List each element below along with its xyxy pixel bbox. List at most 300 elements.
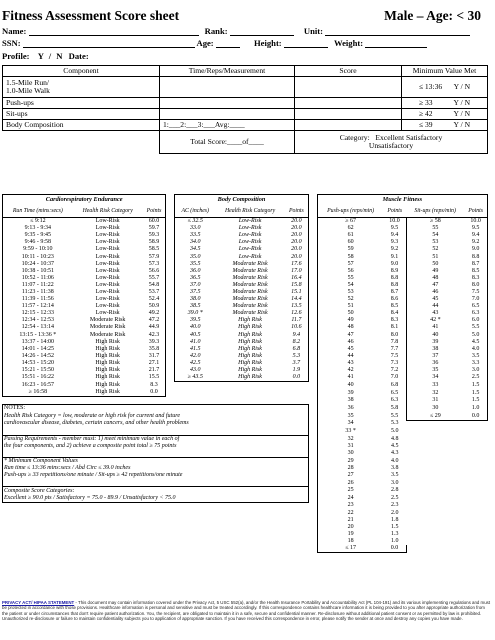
column-header-row — [3, 204, 488, 218]
run-time: 10:38 - 10:51 — [3, 268, 73, 275]
separator — [308, 204, 317, 218]
pushups-points: 7.5 — [390, 352, 399, 359]
situps-points: 3.3 — [464, 360, 487, 367]
summary-header: Component — [3, 66, 160, 77]
situps-reps: 30 — [406, 405, 464, 413]
situps-reps: 43 — [406, 310, 464, 317]
pushups-points: 3.5 — [391, 472, 399, 479]
run-points: 31.7 — [143, 353, 166, 360]
separator — [308, 420, 317, 428]
run-time: 10:52 - 11:06 — [3, 275, 73, 282]
pushups-reps: 36 — [317, 405, 383, 413]
separator — [308, 239, 317, 246]
spacer — [175, 397, 308, 405]
run-time: 16:23 - 16:57 — [3, 382, 73, 390]
table-row — [3, 282, 488, 289]
rank-field[interactable] — [230, 26, 294, 36]
notes-line: the four components, and 2) achieve a composite point total ≥ 75 points — [3, 443, 309, 450]
pushups-reps: 35 — [317, 413, 383, 421]
pushups-reps: 42 — [317, 367, 383, 374]
age-field[interactable] — [216, 38, 240, 48]
body-risk: High Risk — [238, 317, 262, 324]
pushups-reps: 55 — [317, 275, 383, 282]
pushups-reps: 53 — [317, 289, 383, 296]
body-risk: Moderate Risk — [232, 288, 268, 295]
pushups-reps: 20 — [317, 524, 383, 531]
run-time: 9:59 - 10:10 — [3, 246, 73, 253]
separator — [308, 465, 317, 472]
spacer — [406, 465, 487, 472]
body-risk: Low-Risk — [238, 232, 262, 239]
pushups-points: 9.2 — [390, 246, 399, 253]
body-points: 13.5 — [285, 303, 308, 310]
pushups-points: 4.0 — [391, 457, 399, 464]
run-time: 12:34 - 12:53 — [3, 317, 73, 324]
run-time: 12:54 - 13:14 — [3, 324, 73, 331]
situps-yn[interactable]: Y / N — [453, 108, 471, 118]
privacy-heading: PRIVACY ACT/ HIPAA STATEMENT — [2, 600, 75, 605]
summary-header-row — [3, 66, 488, 77]
body-risk: Moderate Risk — [232, 260, 268, 267]
run-points: 49.2 — [143, 310, 166, 317]
body-risk: High Risk — [238, 331, 262, 338]
profile-y[interactable]: Y — [37, 51, 44, 61]
situps-reps: ≤ 29 — [406, 413, 464, 421]
pushups-points: 1.0 — [391, 538, 399, 545]
ac-value: 41.5 — [175, 346, 215, 353]
pushups-points: 2.0 — [391, 509, 399, 516]
run-points: 59.7 — [143, 225, 166, 232]
pushups-min: ≥ 33 — [418, 97, 433, 107]
pushups-reps: 41 — [317, 374, 383, 382]
situps-points: 1.0 — [464, 405, 487, 413]
separator — [166, 531, 175, 538]
profile-n[interactable]: N — [56, 51, 63, 61]
pushups-points: 9.4 — [390, 232, 399, 239]
spacer — [175, 382, 308, 390]
situps-reps: 44 — [406, 303, 464, 310]
ac-value: 35.5 — [175, 261, 215, 268]
pushups-points: 7.2 — [390, 367, 399, 374]
run-points: 54.8 — [143, 282, 166, 289]
separator — [166, 346, 175, 353]
run-score-cell[interactable] — [295, 77, 402, 98]
situps-points: 1.5 — [464, 389, 487, 397]
category-cell — [295, 131, 488, 154]
table-row — [3, 225, 488, 232]
run-points: 58.5 — [143, 246, 166, 253]
run-points: 8.3 — [143, 382, 166, 390]
spacer — [406, 517, 487, 524]
table-row — [3, 253, 488, 260]
pushups-points: 6.5 — [390, 389, 399, 396]
separator — [166, 360, 175, 367]
separator — [166, 367, 175, 374]
run-risk: Low-Risk — [95, 232, 120, 239]
spacer — [175, 531, 308, 538]
situps-reps: 50 — [406, 261, 464, 268]
pushups-yn[interactable]: Y / N — [453, 97, 471, 107]
run-points: 27.1 — [143, 360, 166, 367]
run-risk: Moderate Risk — [89, 331, 126, 338]
pushups-points: 8.0 — [390, 331, 399, 338]
spacer — [3, 545, 166, 553]
spacer — [406, 443, 487, 450]
spacer — [406, 538, 487, 545]
situps-reps: 55 — [406, 225, 464, 232]
spacer — [406, 450, 487, 458]
section-body: Body Composition — [175, 195, 308, 205]
run-min-cell — [402, 77, 488, 98]
separator — [308, 332, 317, 339]
run-time: 11:57 - 12:14 — [3, 303, 73, 310]
pushups-reps: 52 — [317, 296, 383, 303]
separator — [308, 458, 317, 466]
run-time: 11:23 - 11:38 — [3, 289, 73, 296]
age-label: Age: — [196, 38, 214, 48]
body-points: 11.7 — [285, 317, 308, 324]
run-risk: Low-Risk — [95, 303, 120, 310]
table-row — [3, 239, 488, 246]
pushups-reps: ≥ 67 — [317, 218, 383, 226]
run-risk: Low-Risk — [95, 218, 120, 225]
column-header: Health Risk Category — [73, 204, 143, 218]
table-row — [3, 367, 488, 374]
ac-value: ≥ 43.5 — [175, 374, 215, 382]
category-values[interactable]: Excellent Satisfactory — [375, 132, 443, 142]
run-risk: High Risk — [95, 338, 120, 345]
situps-reps: 33 — [406, 382, 464, 390]
table-row — [3, 317, 488, 324]
pushups-points: 1.3 — [391, 531, 399, 538]
run-points: 44.9 — [143, 324, 166, 331]
situps-score-cell[interactable] — [295, 109, 402, 120]
pushups-points: 9.3 — [390, 239, 399, 246]
pushups-reps: 25 — [317, 487, 383, 495]
run-points: 15.5 — [143, 374, 166, 382]
separator — [166, 382, 175, 390]
separator — [308, 195, 317, 205]
column-header: AC (inches) — [175, 204, 215, 218]
summary-body-row — [3, 120, 488, 131]
privacy-text: - This document may contain information covered under the Privacy Act, 5 USC 552(a), and/or the Health Insurance Portability and Accountability Act (PL 104-191) and its various implementing regulations and must be protected in accordance with those provisions. Healthcare information is personal and sensitive and must be treated accordingly. If this correspondence contains healthcare information it is being provided to you after appropriate authorization from the patient or under circumstances that don't require patient authorization. You, the recipient, are obligated to maintain it in a safe, secure and confidential manner. Re-disclosure without additional patient consent or as permitted by law is prohibited. Unauthorized re-disclosure or failure to maintain confidentiality subjects you to application of appropriate sanction. If you have received this correspondence in error, please notify the sender at once and destroy any copies you have made. — [2, 600, 491, 622]
run-points: 0.0 — [143, 389, 166, 397]
notes-line: Push-ups ≥ 33 repetitions/one minute / Sit-ups ≥ 42 repetitions/one minute — [3, 472, 309, 479]
ac-value: 43.0 — [175, 367, 215, 374]
table-row — [3, 538, 488, 545]
ac-value: 33.0 — [175, 225, 215, 232]
situps-points: 2.5 — [464, 374, 487, 382]
pushups-measure-cell[interactable] — [160, 98, 295, 109]
category-label: Category: — [339, 132, 370, 142]
run-points: 39.3 — [143, 339, 166, 346]
situps-measure-cell[interactable] — [160, 109, 295, 120]
separator — [166, 317, 175, 324]
profile-label: Profile: — [2, 51, 30, 61]
table-row — [3, 510, 488, 517]
separator — [166, 502, 175, 510]
pushups-reps: 33 * — [317, 428, 383, 436]
body-points: 20.0 — [285, 218, 308, 226]
table-row — [3, 531, 488, 538]
situps-reps: 34 — [406, 374, 464, 382]
separator — [308, 282, 317, 289]
pushups-points: 3.8 — [391, 465, 399, 472]
ac-value: 38.5 — [175, 303, 215, 310]
run-time: 11:39 - 11:56 — [3, 296, 73, 303]
body-risk: High Risk — [238, 352, 262, 359]
body-risk: Moderate Risk — [232, 281, 268, 288]
table-row — [3, 332, 488, 339]
run-risk: Low-Risk — [95, 267, 120, 274]
body-points: 10.6 — [285, 324, 308, 331]
pushups-reps: 57 — [317, 261, 383, 268]
notes-line — [3, 479, 309, 487]
situps-points: 6.0 — [464, 317, 487, 324]
table-row — [3, 310, 488, 317]
situps-points: 9.2 — [464, 239, 487, 246]
table-row — [3, 428, 488, 436]
spacer — [175, 517, 308, 524]
body-points: 1.9 — [285, 367, 308, 374]
run-time: 14:26 - 14:52 — [3, 353, 73, 360]
situps-reps: 40 — [406, 332, 464, 339]
summary-header: Minimum Value Met — [402, 66, 488, 77]
run-time: 13:37 - 14:00 — [3, 339, 73, 346]
separator — [166, 517, 175, 524]
column-header: Points — [464, 204, 487, 218]
situps-points: 9.4 — [464, 232, 487, 239]
spacer — [406, 479, 487, 487]
height-field[interactable] — [284, 38, 328, 48]
separator — [308, 510, 317, 517]
column-header: Push-ups (reps/min) — [317, 204, 383, 218]
separator — [308, 389, 317, 397]
pushups-reps: 30 — [317, 450, 383, 458]
run-label-line1: 1.5-Mile Run/ — [6, 77, 50, 87]
table-row — [3, 524, 488, 531]
body-risk: High Risk — [238, 324, 262, 331]
separator — [166, 397, 175, 405]
situps-reps: 48 — [406, 275, 464, 282]
pushups-reps: 40 — [317, 382, 383, 390]
ac-value: 35.0 — [175, 253, 215, 260]
spacer — [3, 510, 166, 517]
situps-points: 0.0 — [464, 413, 487, 421]
separator — [308, 487, 317, 495]
separator — [166, 389, 175, 397]
separator — [308, 524, 317, 531]
run-risk: High Risk — [95, 352, 120, 359]
run-risk: Low-Risk — [95, 310, 120, 317]
pushups-reps: ≤ 17 — [317, 545, 383, 553]
separator — [308, 303, 317, 310]
pushups-reps: 29 — [317, 458, 383, 466]
body-risk: Low-Risk — [238, 218, 262, 225]
run-points: 42.3 — [143, 332, 166, 339]
profile-date-label: Date: — [68, 51, 89, 61]
ssn-field[interactable] — [23, 38, 195, 48]
table-row — [3, 495, 488, 503]
run-min: ≤ 13:36 — [418, 81, 443, 91]
run-points: 57.3 — [143, 261, 166, 268]
situps-points: 9.5 — [464, 225, 487, 232]
pushups-reps: 60 — [317, 239, 383, 246]
pushups-points: 3.0 — [391, 479, 399, 486]
situps-reps: 47 — [406, 282, 464, 289]
table-row — [3, 458, 488, 466]
pushups-points: 7.8 — [390, 338, 399, 345]
run-risk: Low-Risk — [95, 274, 120, 281]
separator — [166, 218, 175, 226]
run-points: 35.8 — [143, 346, 166, 353]
pushups-points: 7.0 — [390, 374, 399, 381]
situps-points: 10.0 — [464, 218, 487, 226]
separator — [308, 275, 317, 282]
ac-value: 36.5 — [175, 275, 215, 282]
spacer — [3, 517, 166, 524]
run-time: 10:24 - 10:37 — [3, 261, 73, 268]
situps-points: 3.0 — [464, 367, 487, 374]
situps-reps: 38 — [406, 346, 464, 353]
body-min: ≤ 39 — [418, 119, 433, 129]
separator — [308, 324, 317, 331]
ac-value: 40.0 — [175, 324, 215, 331]
body-risk: Low-Risk — [238, 253, 262, 260]
ac-value: 39.5 — [175, 317, 215, 324]
run-points: 53.7 — [143, 289, 166, 296]
run-time: 15:51 - 16:22 — [3, 374, 73, 382]
situps-points: 5.5 — [464, 324, 487, 331]
pushups-reps: 58 — [317, 253, 383, 260]
ac-value: 39.0 * — [175, 310, 215, 317]
pushups-reps: 50 — [317, 310, 383, 317]
spacer — [3, 502, 166, 510]
spacer — [175, 545, 308, 553]
body-risk: High Risk — [238, 359, 262, 366]
run-yn[interactable]: Y / N — [453, 81, 471, 91]
column-header: Points — [143, 204, 166, 218]
separator — [166, 296, 175, 303]
weight-field[interactable] — [365, 38, 427, 48]
run-points: 58.9 — [143, 239, 166, 246]
run-risk: Low-Risk — [95, 246, 120, 253]
pushups-points: 4.5 — [391, 442, 399, 449]
body-risk: High Risk — [215, 374, 285, 382]
body-min-cell — [402, 120, 488, 131]
category-unsat[interactable]: Unsatisfactory — [368, 141, 414, 150]
pushups-reps: 39 — [317, 389, 383, 397]
body-measure[interactable]: 1:___2:___3:___Avg:____ — [160, 120, 295, 131]
run-points: 56.6 — [143, 268, 166, 275]
situps-points: 7.5 — [464, 289, 487, 296]
run-points: 50.9 — [143, 303, 166, 310]
situps-reps: 32 — [406, 389, 464, 397]
summary-header: Time/Reps/Measurement — [160, 66, 295, 77]
spacer — [3, 397, 166, 405]
run-risk: High Risk — [95, 359, 120, 366]
pushups-reps: 22 — [317, 510, 383, 517]
situps-reps: 42 * — [406, 317, 464, 324]
page-subtitle: Male – Age: < 30 — [384, 8, 481, 23]
notes-line: Health Risk Category = low, moderate or high risk for current and future — [3, 413, 309, 421]
separator — [166, 246, 175, 253]
ssn-row — [2, 38, 427, 48]
situps-points: 4.5 — [464, 339, 487, 346]
section-muscle: Muscle Fitness — [317, 195, 487, 205]
separator — [308, 339, 317, 346]
separator — [308, 246, 317, 253]
body-risk: Low-Risk — [238, 246, 262, 253]
body-score-cell[interactable] — [295, 120, 402, 131]
run-risk: Low-Risk — [95, 260, 120, 267]
pushups-reps: 51 — [317, 303, 383, 310]
separator — [308, 317, 317, 324]
separator — [308, 443, 317, 450]
separator — [308, 253, 317, 260]
column-header: Points — [383, 204, 406, 218]
situps-reps: 49 — [406, 268, 464, 275]
situps-reps: 41 — [406, 324, 464, 331]
table-row — [3, 374, 488, 382]
run-time: ≥ 16:58 — [3, 389, 73, 397]
pushups-points: 0.0 — [383, 545, 406, 553]
situps-min-cell — [402, 109, 488, 120]
body-yn[interactable]: Y / N — [453, 119, 471, 129]
situps-points: 8.8 — [464, 253, 487, 260]
pushups-points: 2.5 — [391, 494, 399, 501]
separator — [166, 339, 175, 346]
pushups-min-cell — [402, 98, 488, 109]
summary-table — [2, 65, 488, 154]
body-risk: Low-Risk — [238, 239, 262, 246]
notes-line: Run time ≤ 13:36 mins:secs / Abd Circ ≤ 39.0 inches — [3, 465, 309, 472]
table-row — [3, 472, 488, 479]
spacer — [3, 538, 166, 545]
ac-value: 34.5 — [175, 246, 215, 253]
run-measure-cell[interactable] — [160, 77, 295, 98]
spacer — [175, 510, 308, 517]
ac-value: 40.5 — [175, 332, 215, 339]
separator — [166, 225, 175, 232]
run-risk: Low-Risk — [95, 253, 120, 260]
table-row — [3, 339, 488, 346]
body-points: 9.4 — [285, 332, 308, 339]
separator — [308, 367, 317, 374]
name-field[interactable] — [29, 26, 199, 36]
total-score[interactable]: Total Score:____of____ — [160, 131, 295, 154]
body-risk: Moderate Risk — [232, 303, 268, 310]
table-row — [3, 303, 488, 310]
spacer — [3, 524, 166, 531]
pushups-points: 8.4 — [390, 310, 399, 317]
situps-points: 6.3 — [464, 310, 487, 317]
pushups-points: 8.7 — [390, 288, 399, 295]
summary-header: Score — [295, 66, 402, 77]
body-points: 14.4 — [285, 296, 308, 303]
column-header: Sit-ups (reps/min) — [406, 204, 464, 218]
separator — [308, 479, 317, 487]
ac-value: 42.5 — [175, 360, 215, 367]
privacy-statement — [2, 600, 492, 622]
separator — [308, 353, 317, 360]
body-points: 20.0 — [285, 232, 308, 239]
pushups-score-cell[interactable] — [295, 98, 402, 109]
table-row — [3, 346, 488, 353]
body-risk: High Risk — [238, 338, 262, 345]
pushups-points: 5.5 — [390, 412, 399, 419]
unit-field[interactable] — [325, 26, 470, 36]
